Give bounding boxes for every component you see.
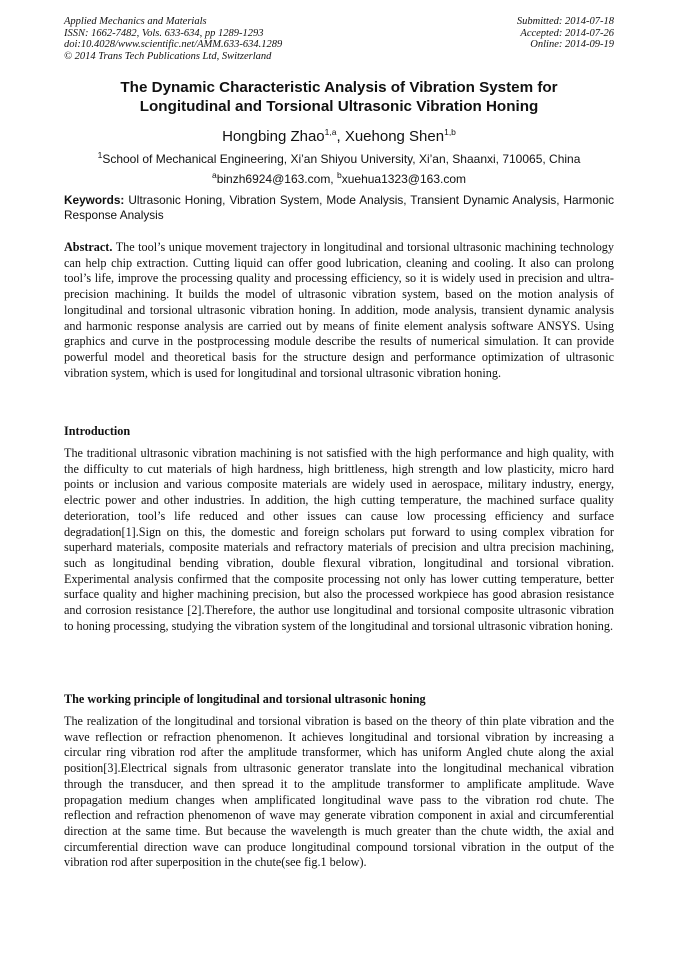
submitted-date: Submitted: 2014-07-18 <box>516 16 614 27</box>
author-list <box>64 123 614 146</box>
abstract <box>64 240 614 381</box>
doi-line[interactable]: doi:10.4028/www.scientific.net/AMM.633-634.1289 <box>64 39 283 51</box>
section-heading: Introduction <box>64 424 131 438</box>
abstract-text: The tool’s unique movement trajectory in longitudinal and torsional ultrasonic machining technology can help chip extraction. Cutting liquid can offer good lubrication, cleaning and cooling. It also can prolong tool’s life, improve the processing quality and processing efficiency, so it is widely used in precision and ultra-precision machining. It builds the model of ultrasonic vibration system, based on the motion analysis of longitudinal and torsional ultrasonic vibration honing. In addition, mode analysis, transient dynamic analysis and harmonic response analysis are carried out by means of finite element analysis software ANSYS. Using graphics and curve in the postprocessing module describe the results of numerical simulation. It can provide powerful model and theoretical basis for the structure design and performance optimization of ultrasonic vibration system, which is used for longitudinal and torsional ultrasonic vibration honing. <box>64 240 614 380</box>
issn-line: ISSN: 1662-7482, Vols. 633-634, pp 1289-1293 <box>64 27 264 39</box>
email-line <box>64 168 614 188</box>
paper-title <box>64 78 614 116</box>
author-name: Hongbing Zhao <box>222 128 325 145</box>
dates-header <box>394 16 614 51</box>
accepted-date: Accepted: 2014-07-26 <box>520 27 614 39</box>
journal-name: Applied Mechanics and Materials <box>64 16 207 27</box>
author-name: Xuehong Shen <box>344 128 445 145</box>
affiliation-text: School of Mechanical Engineering, Xi’an Shiyou University, Xi’an, Shaanxi, 710065, China <box>102 152 581 166</box>
abstract-label: Abstract. <box>64 240 113 254</box>
section-paragraph: The realization of the longitudinal and torsional vibration is based on the theory of thin plate vibration and the wave reflection or refraction phenomenon. It achieves longitudinal and torsional vibration by increasing a circular ring vibration rod after the amplitude transformer, which has uniform Angled chute along the axial position[3].Electrical signals from ultrasonic generator translate into the longitudinal mechanical vibration through the transducer, and then spread it to the amplitude transformer to amplificate amplitude. Wave propagation medium changes when amplificated longitudinal wave pass to the vibration rod chute. The reflection and refraction phenomenon of wave may generate vibration component in axial and circumferential direction at the same time. But because the wavelength is much greater than the chute width, the axial and circumferential direction wave can produce longitudinal compound torsional vibration in the output of the vibration rod after superposition in the chute(see fig.1 below). <box>64 714 614 870</box>
section-heading: The working principle of longitudinal and torsional ultrasonic honing <box>64 692 426 706</box>
affiliation-block <box>64 148 614 187</box>
title-line-1: The Dynamic Characteristic Analysis of Vibration System for <box>120 79 558 96</box>
email-link[interactable]: binzh6924@163.com, <box>216 171 337 186</box>
journal-header <box>64 16 384 62</box>
copyright-line: © 2014 Trans Tech Publications Ltd, Switzerland <box>64 50 272 62</box>
email-link[interactable]: xuehua1323@163.com <box>341 171 466 186</box>
keywords <box>64 193 614 223</box>
section-paragraph: The traditional ultrasonic vibration machining is not satisfied with the high performance and high quality, with the difficulty to cut materials of high hardness, high brittleness, high strength and low plasticity, micro hard points or inclusion and various composite materials are widely used in aerospace, military industry, energy, electric power and other industries. In addition, the high cutting temperature, the machined surface quality deterioration, tool’s life reduced and other issues can cause low processing efficiency and surface degradation[1].Sign on this, the domestic and foreign scholars put forward to using complex vibration for superhard materials, composite materials and refractory materials of precision and ultra precision machining, such as longitudinal bending vibration, double flexural vibration, longitudinal and torsional vibration. Experimental analysis confirmed that the composite processing not only has lower cutting temperature, better surface quality and higher machining precision, but also the processed workpiece has good abrasion resistance and corrosion resistance [2].Therefore, the author use longitudinal and torsional composite ultrasonic vibration to honing processing, studying the vibration system of the longitudinal and torsional ultrasonic vibration honing. <box>64 446 614 633</box>
title-line-2: Longitudinal and Torsional Ultrasonic Vibration Honing <box>139 98 539 115</box>
online-date: Online: 2014-09-19 <box>530 39 614 51</box>
author-affiliation-mark: 1,a <box>324 127 337 137</box>
keywords-label: Keywords: <box>64 193 125 207</box>
email-mark: a <box>211 169 217 180</box>
author-separator: , <box>336 128 345 145</box>
email-mark: b <box>336 169 342 180</box>
affiliation-line <box>64 148 614 168</box>
author-affiliation-mark: 1,b <box>444 127 456 137</box>
keywords-text: Ultrasonic Honing, Vibration System, Mode Analysis, Transient Dynamic Analysis, Harmonic Response Analysis <box>64 193 614 223</box>
affiliation-mark: 1 <box>97 150 103 160</box>
